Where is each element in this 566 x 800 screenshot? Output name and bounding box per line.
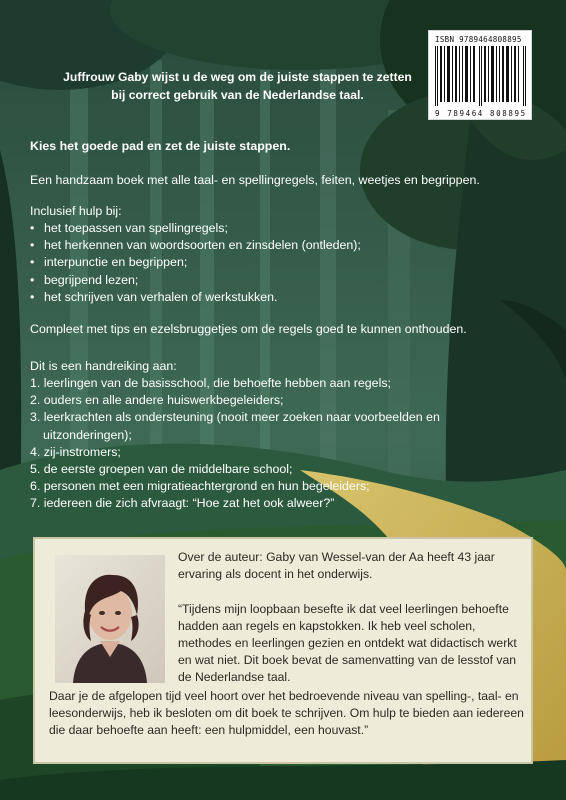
isbn-label: ISBN 9789464808895 (435, 35, 522, 44)
headline-line-1: Juffrouw Gaby wijst u de weg om de juiste stappen te zetten (63, 70, 412, 84)
author-quote-part-2: Daar je de afgelopen tijd veel hoort over het bedroevende niveau van spelling-, taal- en leesonderwijs, heb ik besloten om dit boek te schrijven. Om hulp te bieden aan iedereen die daar behoefte aan heeft: een hulpmiddel, een houvast.” (49, 689, 524, 737)
list-item (30, 392, 530, 409)
list-item (30, 478, 530, 495)
help-intro: Inclusief hulp bij: (30, 204, 122, 218)
author-box (33, 537, 533, 764)
list-item-text: 1. leerlingen van de basisschool, die behoefte hebben aan regels; (30, 376, 391, 390)
list-item-text: 5. de eerste groepen van de middelbare school; (30, 462, 293, 477)
barcode-bars (435, 46, 527, 106)
list-item: • het herkennen van woordsoorten en zinsdelen (ontleden); (30, 237, 361, 254)
headline-line-2: bij correct gebruik van de Nederlandse taal. (111, 88, 364, 102)
author-bio: Over de auteur: Gaby van Wessel-van der Aa heeft 43 jaar ervaring als docent in het onderwijs. (178, 550, 495, 581)
author-photo (55, 555, 165, 683)
list-item-text: 3. leerkrachten als ondersteuning (nooit meer zoeken naar voorbeelden en (30, 410, 440, 425)
list-item: • het toepassen van spellingregels; (30, 220, 361, 237)
target-list (30, 375, 530, 513)
list-item: • het schrijven van verhalen of werkstukken. (30, 289, 361, 306)
tagline: Kies het goede pad en zet de juiste stappen. (30, 139, 291, 153)
list-item: • begrijpend lezen; (30, 272, 361, 289)
list-item (30, 495, 530, 512)
list-item-text: 7. iedereen die zich afvraagt: “Hoe zat het ook alweer?” (30, 496, 335, 511)
isbn-barcode (428, 30, 532, 120)
list-item (30, 461, 530, 478)
description-paragraph: Een handzaam boek met alle taal- en spellingregels, feiten, weetjes en begrippen. (30, 173, 480, 187)
tips-paragraph: Compleet met tips en ezelsbruggetjes om de regels goed te kunnen onthouden. (30, 322, 467, 336)
target-intro: Dit is een handreiking aan: (30, 359, 177, 373)
barcode-digits: 9 789464 808895 (435, 109, 527, 118)
author-quote-part-1: “Tijdens mijn loopbaan besefte ik dat veel leerlingen behoefte hadden aan regels en kapstokken. Ik heb veel scholen, methodes en leerlingen gezien en ontdekt wat didactisch werkt en wat niet. Dit boek bevat de samenvatting van de lesstof van de Nederlandse taal. (178, 602, 517, 684)
list-item (30, 375, 530, 392)
help-list (30, 220, 361, 306)
list-item (30, 444, 530, 461)
list-item (30, 409, 530, 443)
list-item-text: 4. zij-instromers; (30, 444, 121, 459)
headline (60, 68, 415, 104)
list-item-continuation: uitzonderingen); (43, 427, 132, 442)
list-item: • interpunctie en begrippen; (30, 254, 361, 271)
list-item-text: 6. personen met een migratieachtergrond en hun begeleiders; (30, 479, 370, 494)
list-item-text: 2. ouders en alle andere huiswerkbegeleiders; (30, 393, 284, 408)
